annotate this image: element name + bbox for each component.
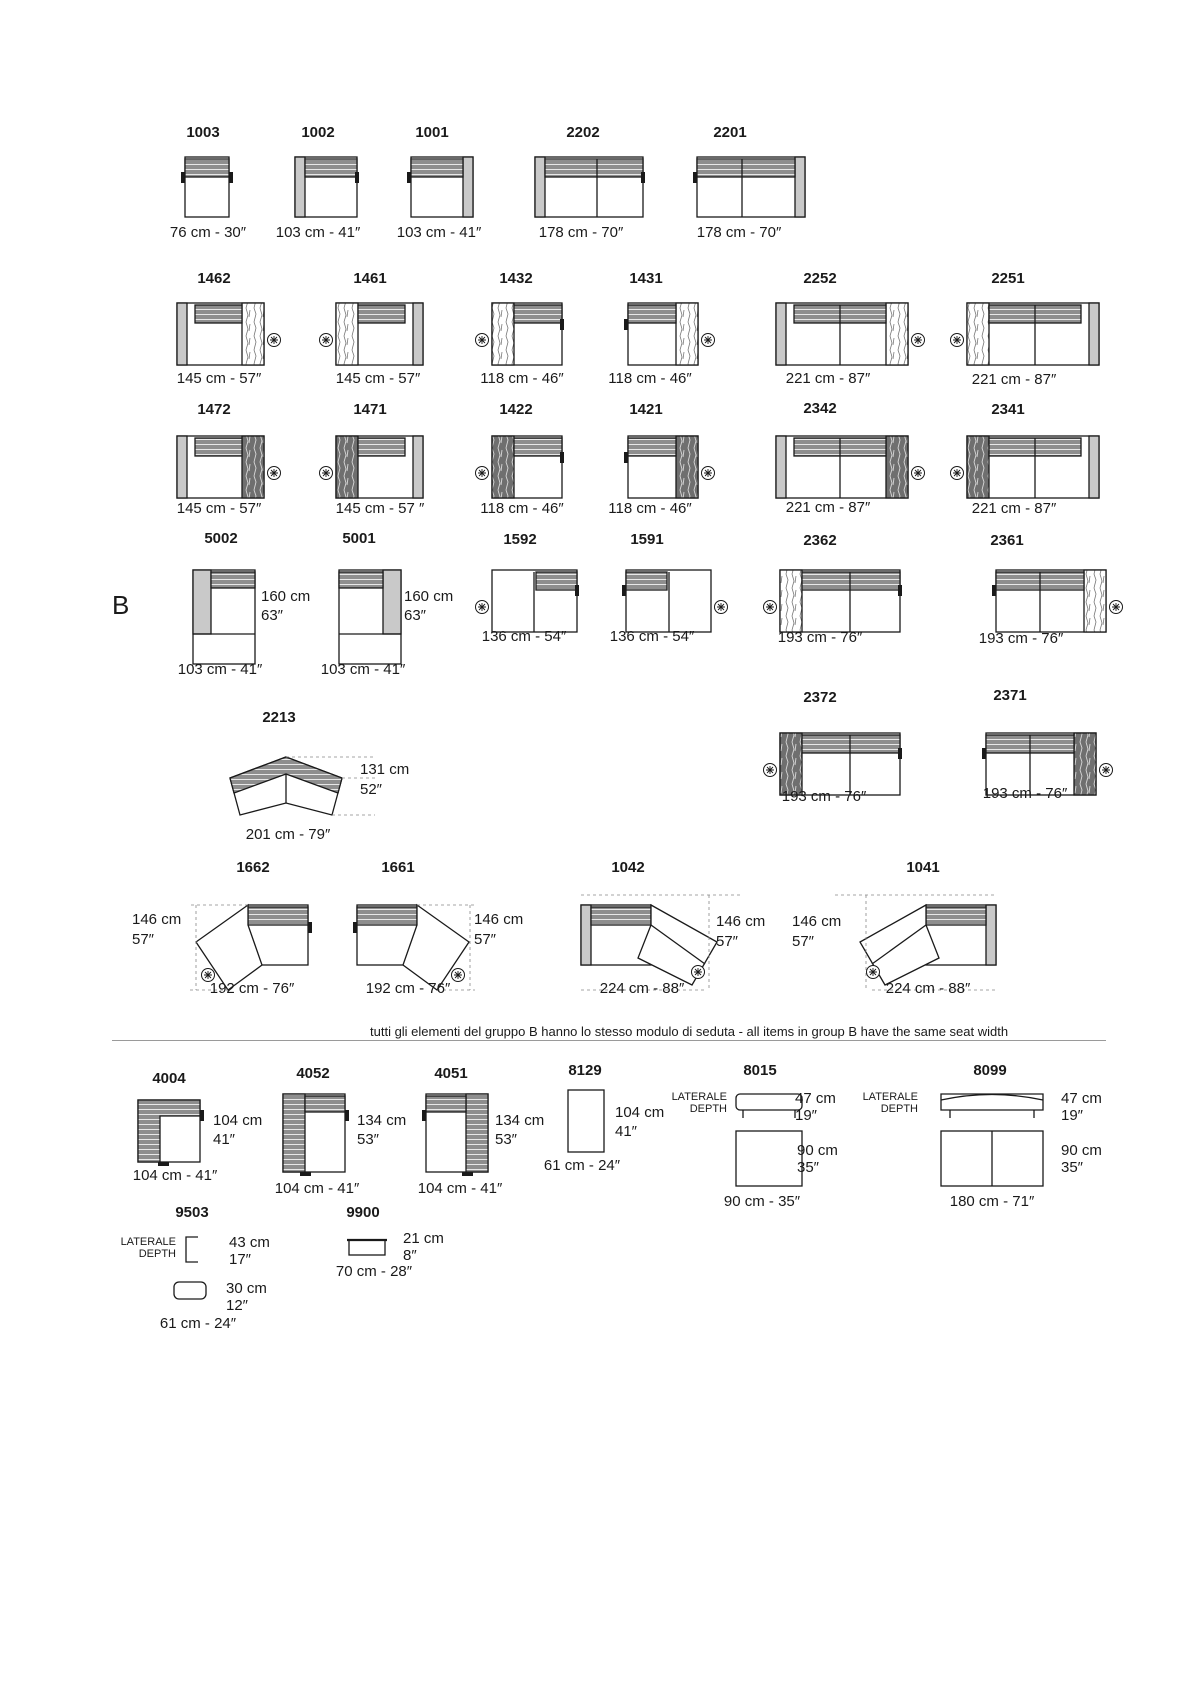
module-code: 1471 [353, 401, 387, 418]
module-depth-in: 53″ [357, 1131, 379, 1148]
module-code: 2371 [993, 687, 1027, 704]
module-height-cm: 43 cm [229, 1234, 270, 1251]
sofa-module-icon [193, 570, 255, 664]
module-code: 5002 [204, 530, 238, 547]
module-width: 224 cm - 88″ [599, 980, 685, 997]
module-width: 201 cm - 79″ [245, 826, 331, 843]
rotation-symbol-icon [715, 601, 728, 614]
module-code: 8015 [743, 1062, 777, 1079]
module-depth-cm: 30 cm [226, 1280, 267, 1297]
module-code: 2201 [713, 124, 747, 141]
module-depth-cm: 146 cm [474, 911, 524, 928]
sofa-module-icon [492, 570, 579, 632]
module-width: 90 cm - 35″ [723, 1193, 801, 1210]
module-depth-cm: 146 cm [132, 911, 182, 928]
module-width: 221 cm - 87″ [971, 371, 1057, 388]
module-width: 118 cm - 46″ [608, 370, 692, 387]
module-code: 2361 [990, 532, 1024, 549]
module-width: 118 cm - 46″ [480, 370, 564, 387]
module-width: 193 cm - 76″ [781, 788, 867, 805]
module-depth-cm: 146 cm [792, 913, 842, 930]
module-code: 8099 [973, 1062, 1007, 1079]
module-code: 9900 [346, 1204, 380, 1221]
module-code: 1461 [353, 270, 387, 287]
module-depth-cm: 104 cm [615, 1104, 665, 1121]
sofa-module-icon [181, 157, 233, 217]
module-depth-in: 57″ [474, 931, 496, 948]
rotation-symbol-icon [912, 334, 925, 347]
module-width: 192 cm - 76″ [209, 980, 295, 997]
module-code: 1002 [301, 124, 335, 141]
sofa-module-icon [693, 157, 805, 217]
module-depth-cm: 160 cm [261, 588, 311, 605]
module-code: 1661 [381, 859, 415, 876]
side-label: DEPTH [880, 1103, 918, 1115]
module-code: 5001 [342, 530, 376, 547]
module-depth-in: 57″ [132, 931, 154, 948]
module-width: 118 cm - 46″ [608, 500, 692, 517]
module-depth-in: 41″ [213, 1131, 235, 1148]
module-code: 2251 [991, 270, 1025, 287]
sofa-module-icon [624, 436, 698, 498]
module-width: 145 cm - 57″ [176, 500, 262, 517]
sofa-module-icon [174, 1237, 206, 1299]
module-code: 1592 [503, 531, 537, 548]
rotation-symbol-icon [476, 334, 489, 347]
side-label: LATERALE [671, 1091, 727, 1103]
sofa-module-icon [492, 436, 564, 498]
sofa-module-icon [336, 436, 423, 498]
module-width: 221 cm - 87″ [785, 499, 871, 516]
rotation-symbol-icon [476, 601, 489, 614]
module-width: 136 cm - 54″ [481, 628, 567, 645]
module-height-in: 19″ [795, 1107, 817, 1124]
sofa-module-icon [624, 303, 698, 365]
sofa-module-icon [622, 570, 711, 632]
module-width: 180 cm - 71″ [949, 1193, 1035, 1210]
module-depth-in: 57″ [792, 933, 814, 950]
module-width: 103 cm - 41″ [177, 661, 263, 678]
sofa-module-icon [336, 303, 423, 365]
module-width: 61 cm - 24″ [543, 1157, 621, 1174]
sofa-module-icon [535, 157, 645, 217]
module-width: 103 cm - 41″ [275, 224, 361, 241]
module-width: 221 cm - 87″ [785, 370, 871, 387]
module-width: 76 cm - 30″ [169, 224, 247, 241]
module-width: 192 cm - 76″ [365, 980, 451, 997]
module-depth-in: 12″ [226, 1297, 248, 1314]
module-code: 2342 [803, 400, 837, 417]
module-code: 2213 [262, 709, 296, 726]
sofa-module-icon [190, 905, 312, 990]
module-code: 1042 [611, 859, 645, 876]
rotation-symbol-icon [951, 467, 964, 480]
module-depth-in: 63″ [404, 607, 426, 624]
sofa-module-icon [941, 1094, 1043, 1186]
sofa-module-icon [992, 570, 1106, 632]
sofa-module-icon [230, 757, 375, 815]
rotation-symbol-icon [951, 334, 964, 347]
module-code: 1003 [186, 124, 220, 141]
rotation-symbol-icon [764, 601, 777, 614]
module-code: 2372 [803, 689, 837, 706]
side-label: DEPTH [138, 1248, 176, 1260]
module-code: 1431 [629, 270, 663, 287]
sofa-module-icon [138, 1100, 204, 1166]
module-code: 2362 [803, 532, 837, 549]
module-depth-in: 63″ [261, 607, 283, 624]
module-width: 193 cm - 76″ [777, 629, 863, 646]
rotation-symbol-icon [320, 467, 333, 480]
module-height-in: 17″ [229, 1251, 251, 1268]
side-label: LATERALE [862, 1091, 918, 1103]
module-code: 2202 [566, 124, 600, 141]
module-code: 9503 [175, 1204, 209, 1221]
module-depth-in: 35″ [1061, 1159, 1083, 1176]
rotation-symbol-icon [320, 334, 333, 347]
module-width: 118 cm - 46″ [480, 500, 564, 517]
sofa-module-icon [780, 733, 902, 795]
sofa-module-icon [422, 1094, 488, 1176]
sofa-module-icon [736, 1094, 802, 1186]
module-code: 4052 [296, 1065, 330, 1082]
module-width: 70 cm - 28″ [335, 1263, 413, 1280]
module-code: 1591 [630, 531, 664, 548]
module-width: 224 cm - 88″ [885, 980, 971, 997]
module-code: 2252 [803, 270, 837, 287]
rotation-symbol-icon [476, 467, 489, 480]
module-width: 193 cm - 76″ [978, 630, 1064, 647]
sofa-module-icon [835, 895, 996, 990]
module-code: 1462 [197, 270, 231, 287]
module-code: 4051 [434, 1065, 468, 1082]
module-code: 1662 [236, 859, 270, 876]
sofa-module-icon [283, 1094, 349, 1176]
sofa-module-icon [353, 905, 475, 990]
sofa-module-icon [776, 436, 908, 498]
module-depth-in: 53″ [495, 1131, 517, 1148]
sofa-module-icon [407, 157, 473, 217]
module-width: 103 cm - 41″ [320, 661, 406, 678]
rotation-symbol-icon [912, 467, 925, 480]
rotation-symbol-icon [268, 467, 281, 480]
sofa-module-icon [177, 303, 264, 365]
module-depth-cm: 134 cm [495, 1112, 545, 1129]
module-depth-cm: 134 cm [357, 1112, 407, 1129]
module-depth-cm: 146 cm [716, 913, 766, 930]
side-label: LATERALE [120, 1236, 176, 1248]
rotation-symbol-icon [452, 969, 465, 982]
module-depth-cm: 160 cm [404, 588, 454, 605]
sofa-module-icon [177, 436, 264, 498]
sofa-module-icon [295, 157, 359, 217]
module-height-in: 19″ [1061, 1107, 1083, 1124]
module-height-cm: 47 cm [1061, 1090, 1102, 1107]
module-height-in: 8″ [403, 1247, 417, 1264]
module-depth-cm: 90 cm [797, 1142, 838, 1159]
module-width: 193 cm - 76″ [982, 785, 1068, 802]
module-width: 145 cm - 57 ″ [335, 500, 425, 517]
module-width: 178 cm - 70″ [538, 224, 624, 241]
rotation-symbol-icon [702, 467, 715, 480]
module-code: 8129 [568, 1062, 602, 1079]
module-depth-in: 41″ [615, 1123, 637, 1140]
module-code: 4004 [152, 1070, 186, 1087]
rotation-symbol-icon [702, 334, 715, 347]
rotation-symbol-icon [1110, 601, 1123, 614]
module-code: 1421 [629, 401, 663, 418]
module-width: 178 cm - 70″ [696, 224, 782, 241]
module-width: 145 cm - 57″ [335, 370, 421, 387]
module-code: 1422 [499, 401, 533, 418]
sofa-module-icon [568, 1090, 604, 1152]
module-width: 104 cm - 41″ [274, 1180, 360, 1197]
module-code: 2341 [991, 401, 1025, 418]
rotation-symbol-icon [1100, 764, 1113, 777]
module-height-cm: 21 cm [403, 1230, 444, 1247]
module-code: 1041 [906, 859, 940, 876]
rotation-symbol-icon [867, 966, 880, 979]
module-depth-cm: 104 cm [213, 1112, 263, 1129]
sofa-module-icon [967, 303, 1099, 365]
module-depth-in: 35″ [797, 1159, 819, 1176]
module-depth-in: 52″ [360, 781, 382, 798]
sofa-module-icon [967, 436, 1099, 498]
module-code: 1001 [415, 124, 449, 141]
module-width: 145 cm - 57″ [176, 370, 262, 387]
section-divider [112, 1040, 1106, 1041]
rotation-symbol-icon [268, 334, 281, 347]
module-depth-cm: 131 cm [360, 761, 410, 778]
module-width: 104 cm - 41″ [417, 1180, 503, 1197]
module-width: 61 cm - 24″ [159, 1315, 237, 1332]
module-depth-cm: 90 cm [1061, 1142, 1102, 1159]
module-code: 1432 [499, 270, 533, 287]
module-width: 136 cm - 54″ [609, 628, 695, 645]
module-height-cm: 47 cm [795, 1090, 836, 1107]
group-label: B [112, 590, 130, 620]
sofa-module-icon [492, 303, 564, 365]
module-code: 1472 [197, 401, 231, 418]
module-width: 221 cm - 87″ [971, 500, 1057, 517]
module-width: 103 cm - 41″ [396, 224, 482, 241]
rotation-symbol-icon [692, 966, 705, 979]
group-note: tutti gli elementi del gruppo B hanno lo stesso modulo di seduta - all items in group B have the same seat width [370, 1024, 1009, 1039]
sofa-module-icon [339, 570, 401, 664]
sofa-module-icon [780, 570, 902, 632]
module-depth-in: 57″ [716, 933, 738, 950]
sofa-module-icon [776, 303, 908, 365]
module-width: 104 cm - 41″ [132, 1167, 218, 1184]
sofa-module-icon [347, 1240, 387, 1255]
side-label: DEPTH [689, 1103, 727, 1115]
rotation-symbol-icon [764, 764, 777, 777]
